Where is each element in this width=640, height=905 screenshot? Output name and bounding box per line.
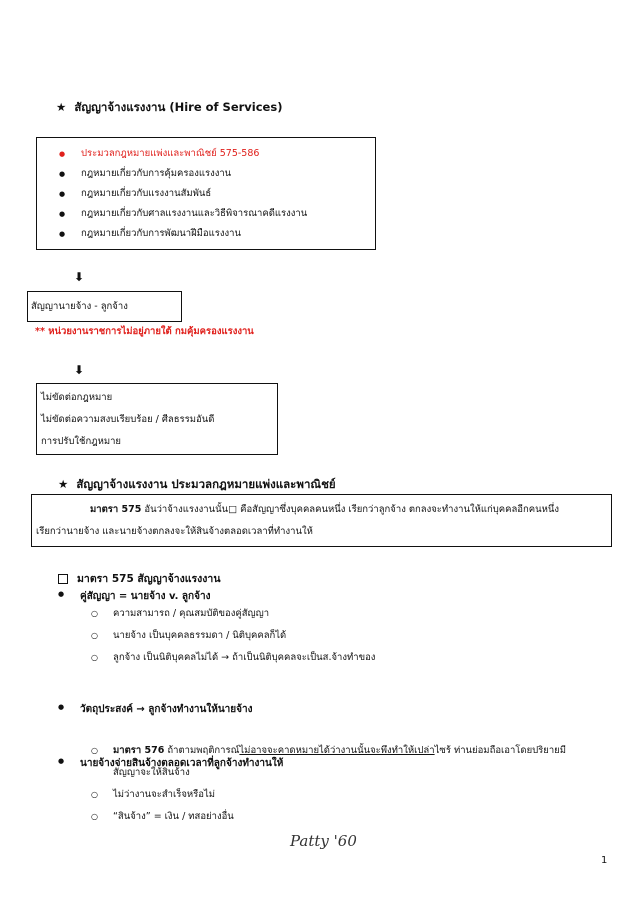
condition-item: ไม่ขัดต่อกฎหมาย xyxy=(41,392,113,403)
section-575-label: มาตรา 575 xyxy=(90,504,142,515)
topics-list xyxy=(59,144,307,244)
topic-item-skill-development: ● กฎหมายเกี่ยวกับการพัฒนาฝีมือแรงงาน xyxy=(59,224,307,244)
topic-item-labour-court: ● กฎหมายเกี่ยวกับศาลแรงงานและวิธีพิจารณาคดีแรงงาน xyxy=(59,204,307,224)
author-signature: Patty '60 xyxy=(290,832,357,850)
condition-item: ไม่ขัดต่อความสงบเรียบร้อย / ศีลธรรมอันดี xyxy=(41,414,215,425)
wages-sub-item: ○ “สินจ้าง” = เงิน / ทสอย่างอื่น xyxy=(91,806,616,828)
conditions-box xyxy=(36,383,278,455)
topic-item-labour-relations: ● กฎหมายเกี่ยวกับแรงงานสัมพันธ์ xyxy=(59,184,307,204)
topic-item-civil-code: ● ประมวลกฎหมายแพ่งและพาณิชย์ 575-586 xyxy=(59,144,307,164)
employer-employee-box xyxy=(27,291,182,322)
purpose-bullet: ● วัตถุประสงค์ → ลูกจ้างทำงานให้นายจ้าง xyxy=(58,702,640,717)
section-575-heading: มาตรา 575 สัญญาจ้างแรงงาน xyxy=(58,570,221,587)
section-575-text-line2: เรียกว่านายจ้าง และนายจ้างตกลงจะให้สินจ้างตลอดเวลาที่ทำงานให้ xyxy=(36,526,313,537)
star-icon: ★ xyxy=(58,477,69,491)
condition-item: การปรับใช้กฎหมาย xyxy=(41,436,121,447)
section-heading-civil-code: ★ สัญญาจ้างแรงงาน ประมวลกฎหมายแพ่งและพาณิชย์ xyxy=(58,477,336,491)
parties-bullet: ● คู่สัญญา = นายจ้าง v. ลูกจ้าง xyxy=(58,589,640,604)
section-575-box xyxy=(31,494,612,547)
parties-sub-item: ○ ลูกจ้าง เป็นนิติบุคคลไม่ได้ → ถ้าเป็นนิติบุคคลจะเป็นส.จ้างทำของ xyxy=(91,647,375,669)
wages-sub-item: ○ ไม่ว่างานจะสำเร็จหรือไม่ xyxy=(91,784,616,806)
wages-bullet: ● นายจ้างจ่ายสินจ้างตลอดเวลาที่ลูกจ้างทำงานให้ xyxy=(58,756,640,771)
parties-sub-item: ○ นายจ้าง เป็นบุคคลธรรมดา / นิติบุคคลก็ได้ xyxy=(91,625,375,647)
down-arrow-icon: ⬇ xyxy=(74,363,85,377)
parties-sub-item: ○ ความสามารถ / คุณสมบัติของคู่สัญญา xyxy=(91,603,375,625)
section-576-item: ○ มาตรา 576 ถ้าตามพฤติการณ์ไม่อาจจะคาดหมายได้ว่างานนั้นจะพึงทำให้เปล่าไซร้ ท่านย่อมถือเอาโดยปริยายมี xyxy=(91,740,616,762)
wages-sublist xyxy=(91,740,616,828)
topic-item-labour-protection: ● กฎหมายเกี่ยวกับการคุ้มครองแรงงาน xyxy=(59,164,307,184)
down-arrow-icon: ⬇ xyxy=(74,270,85,284)
checkbox-square-icon xyxy=(58,574,68,584)
government-agency-note: ** หน่วยงานราชการไม่อยู่ภายใต้ กมคุ้มครองแรงงาน xyxy=(35,326,254,337)
topics-box xyxy=(36,137,376,250)
star-icon: ★ xyxy=(56,100,67,114)
employer-employee-label: สัญญานายจ้าง - ลูกจ้าง xyxy=(31,301,128,312)
section-576-item-cont: สัญญาจะให้สินจ้าง xyxy=(113,767,190,778)
section-575-text-line1: อันว่าจ้างแรงงานนั้น□ คือสัญญาซึ่งบุคคลคนหนึ่ง เรียกว่าลูกจ้าง ตกลงจะทำงานให้แก่บุคคลอีกคนหนึ่ง xyxy=(141,504,560,515)
page-number: 1 xyxy=(601,855,608,866)
parties-sublist xyxy=(91,603,375,669)
section-heading-hire-of-services: ★ สัญญาจ้างแรงงาน (Hire of Services) xyxy=(56,100,283,114)
